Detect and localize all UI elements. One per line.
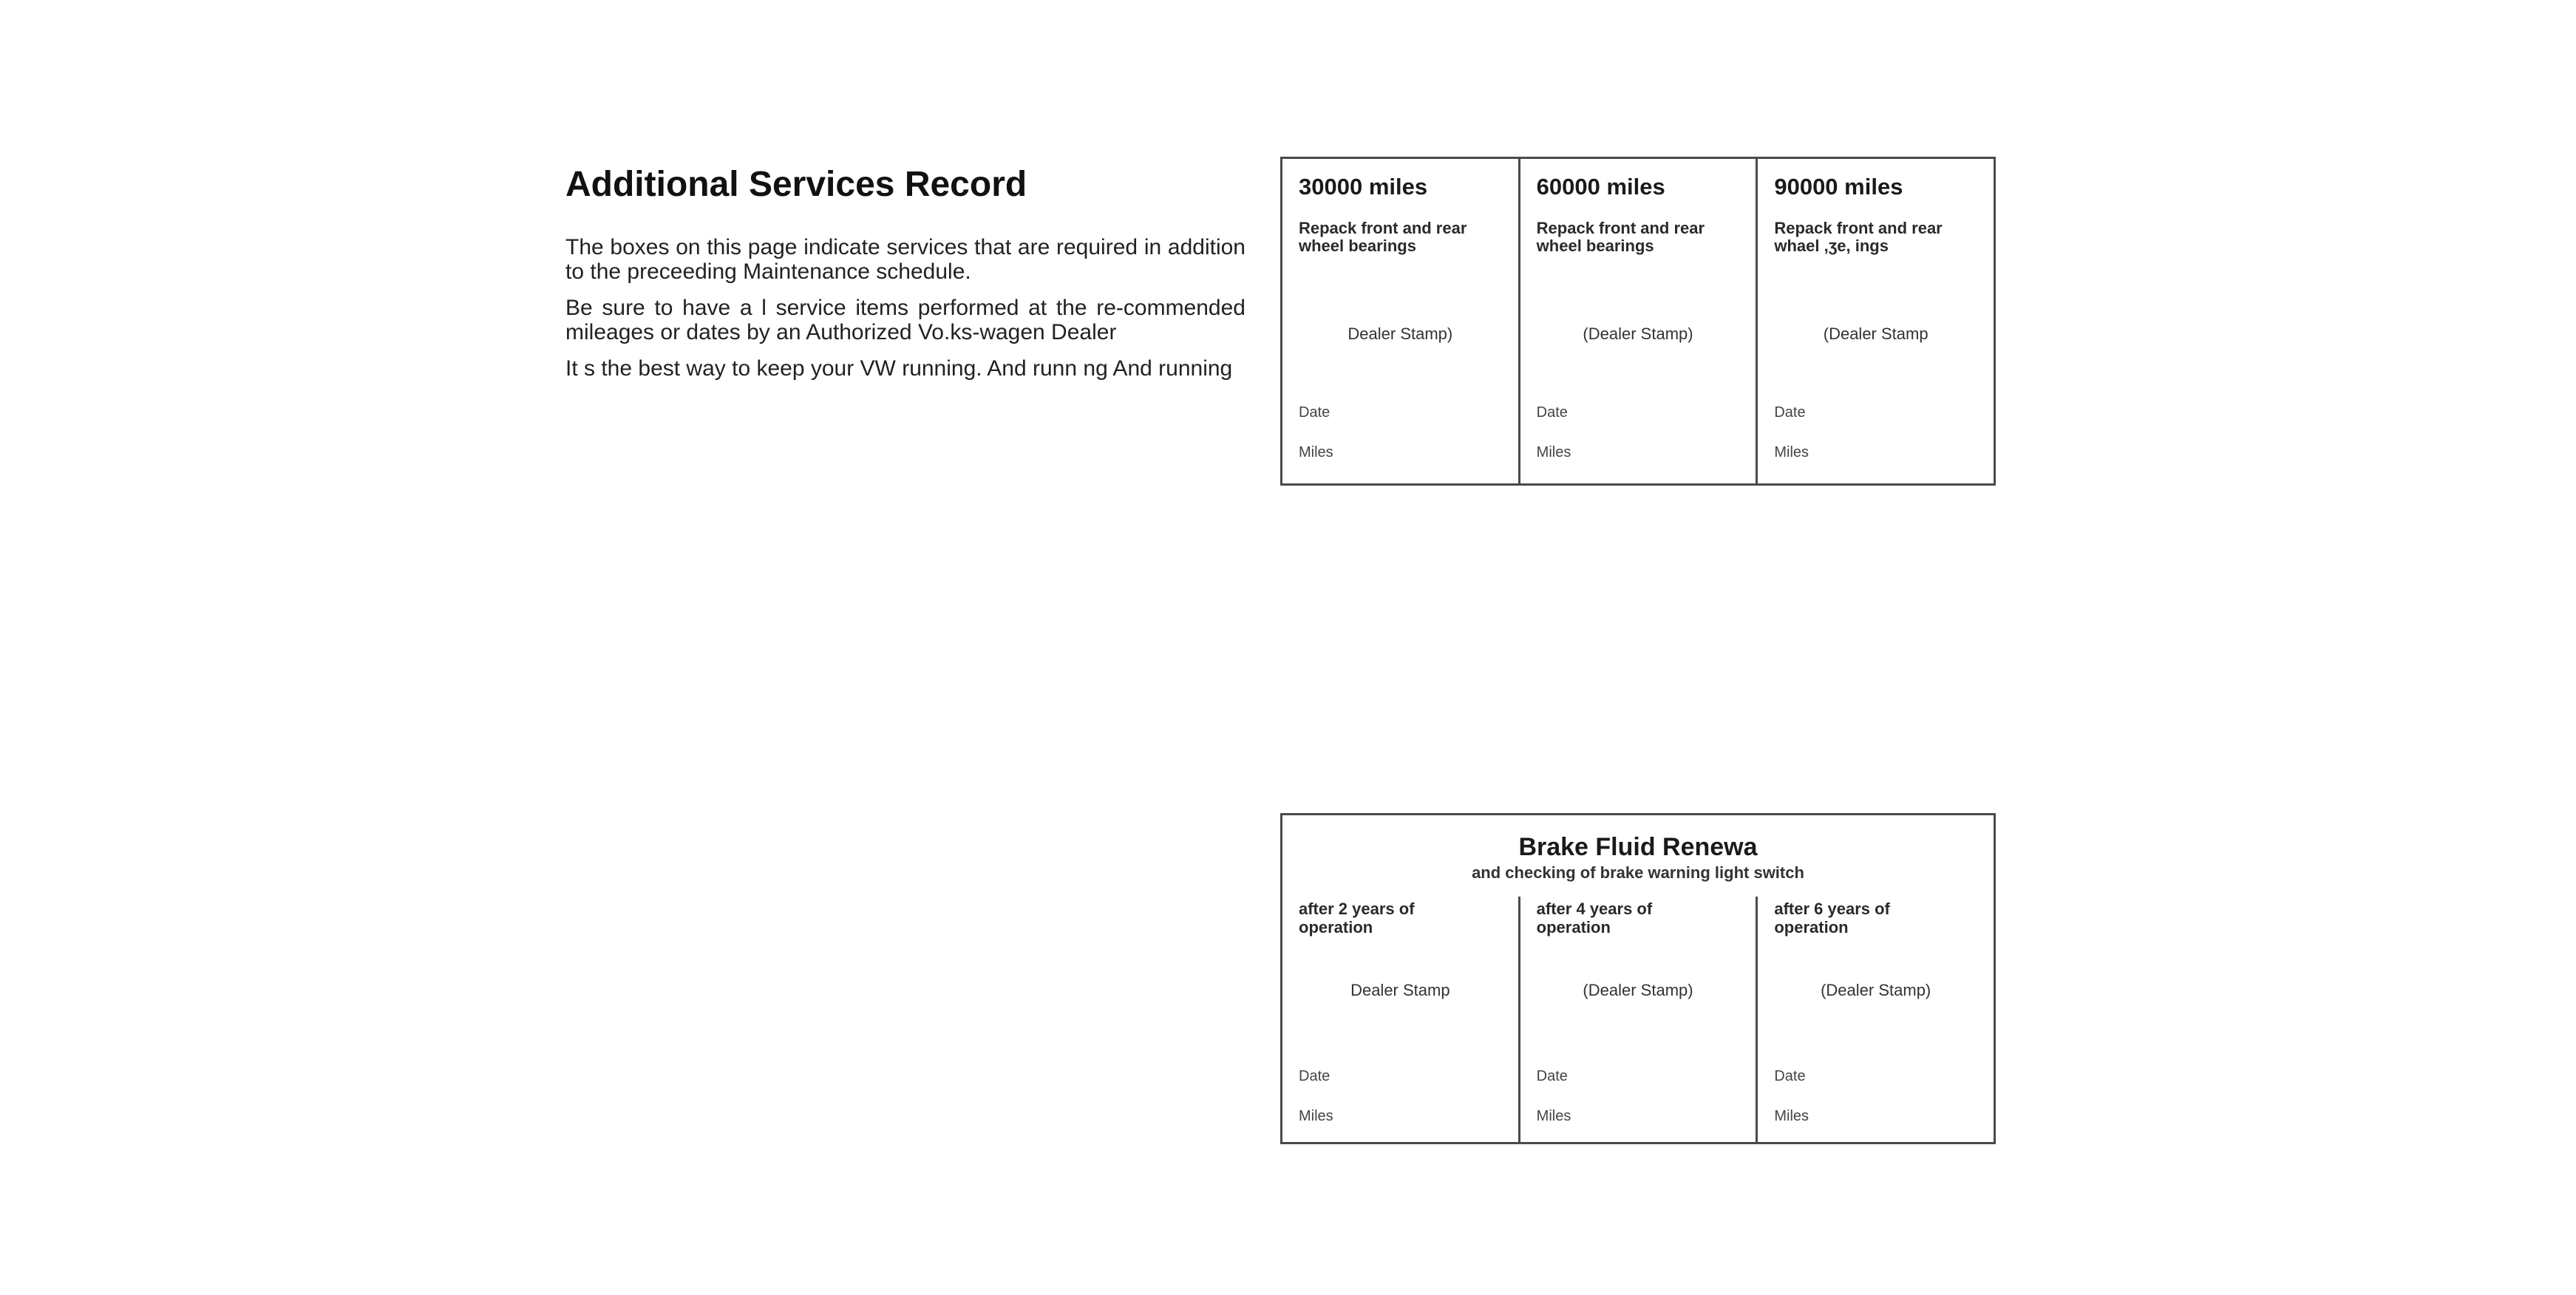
intro-text bbox=[565, 235, 1245, 392]
service-mileage: 90000 miles bbox=[1774, 174, 1903, 200]
service-task: Repack front and rear wheel bearings bbox=[1536, 219, 1705, 255]
dealer-stamp-area: (Dealer Stamp) bbox=[1583, 324, 1693, 343]
brake-fluid-subtitle: and checking of brake warning light switch bbox=[1472, 863, 1804, 882]
service-cell-90000 bbox=[1756, 159, 1994, 483]
miles-label: Miles bbox=[1774, 1108, 1809, 1124]
dealer-stamp-area: Dealer Stamp bbox=[1350, 981, 1450, 999]
intro-paragraph: The boxes on this page indicate services that are required in addition to the preceeding Maintenance schedule. bbox=[565, 235, 1245, 284]
date-label: Date bbox=[1774, 1068, 1806, 1084]
wheel-bearing-record-box bbox=[1280, 157, 1996, 486]
dealer-stamp-area: (Dealer Stamp bbox=[1823, 324, 1928, 343]
brake-fluid-header bbox=[1282, 815, 1994, 897]
service-mileage: 30000 miles bbox=[1299, 174, 1428, 200]
brake-cell-2-years bbox=[1282, 897, 1518, 1142]
brake-cell-6-years bbox=[1756, 897, 1994, 1142]
date-label: Date bbox=[1774, 404, 1806, 421]
service-interval: after 6 years of operation bbox=[1774, 900, 1890, 937]
brake-fluid-title: Brake Fluid Renewa bbox=[1518, 833, 1758, 861]
service-interval: after 4 years of operation bbox=[1536, 900, 1653, 937]
miles-label: Miles bbox=[1774, 444, 1809, 460]
brake-cell-4-years bbox=[1518, 897, 1756, 1142]
brake-fluid-record-box bbox=[1280, 813, 1996, 1144]
miles-label: Miles bbox=[1536, 1108, 1571, 1124]
miles-label: Miles bbox=[1299, 1108, 1333, 1124]
dealer-stamp-area: Dealer Stamp) bbox=[1348, 324, 1453, 343]
dealer-stamp-area: (Dealer Stamp) bbox=[1583, 981, 1693, 999]
service-task: Repack front and rear whael ,ʒe, ings bbox=[1774, 219, 1943, 255]
brake-fluid-cells bbox=[1282, 897, 1994, 1142]
intro-paragraph: Be sure to have a l service items performed at the re-commended mileages or dates by an Authorized Vo.ks-wagen Dealer bbox=[565, 296, 1245, 344]
date-label: Date bbox=[1299, 1068, 1331, 1084]
service-mileage: 60000 miles bbox=[1536, 174, 1665, 200]
page-title: Additional Services Record bbox=[565, 165, 1027, 204]
date-label: Date bbox=[1299, 404, 1331, 421]
dealer-stamp-area: (Dealer Stamp) bbox=[1821, 981, 1931, 999]
service-cell-60000 bbox=[1518, 159, 1756, 483]
miles-label: Miles bbox=[1299, 444, 1333, 460]
miles-label: Miles bbox=[1536, 444, 1571, 460]
service-interval: after 2 years of operation bbox=[1299, 900, 1415, 937]
service-task: Repack front and rear wheel bearings bbox=[1299, 219, 1467, 255]
date-label: Date bbox=[1536, 404, 1568, 421]
service-cell-30000 bbox=[1282, 159, 1518, 483]
date-label: Date bbox=[1536, 1068, 1568, 1084]
intro-paragraph: It s the best way to keep your VW running. And runn ng And running bbox=[565, 356, 1233, 381]
